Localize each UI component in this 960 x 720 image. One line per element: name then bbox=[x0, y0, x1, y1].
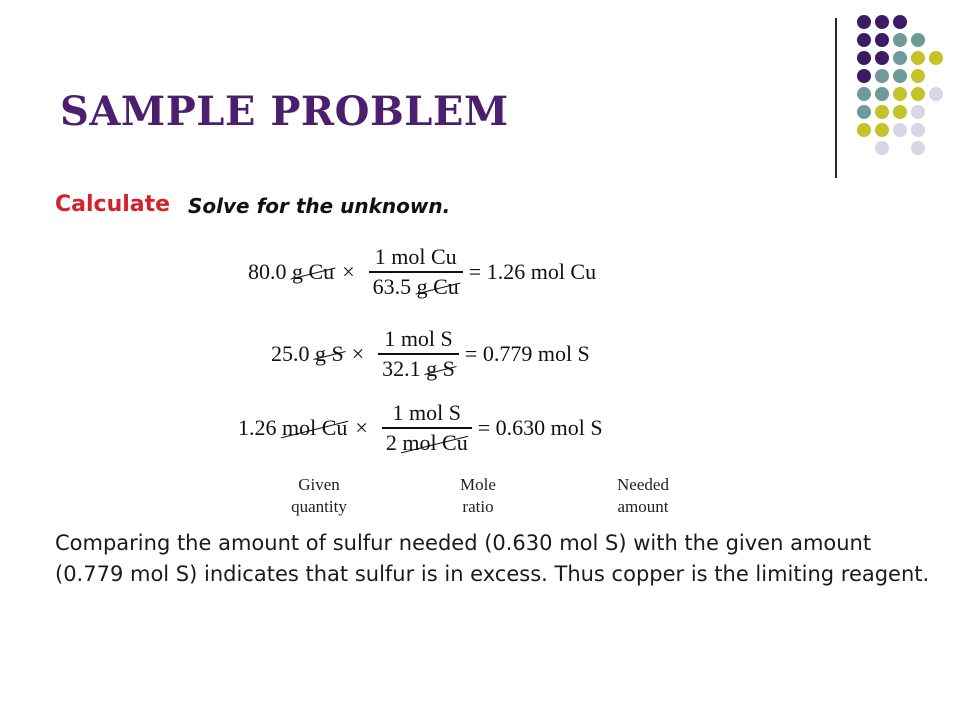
label-line: amount bbox=[617, 497, 669, 516]
label-line: ratio bbox=[462, 497, 494, 516]
times-symbol: × bbox=[342, 259, 355, 284]
denominator-value: 63.5 bbox=[372, 274, 412, 299]
cancelled-unit: mol Cu bbox=[402, 430, 468, 455]
equation-result: = 0.630 mol S bbox=[477, 415, 603, 440]
decorative-dot bbox=[857, 69, 871, 83]
decorative-dot bbox=[893, 87, 907, 101]
denominator-value: 2 bbox=[385, 430, 397, 455]
fraction-numerator: 1 mol S bbox=[384, 326, 453, 351]
decorative-dot bbox=[875, 15, 889, 29]
decorative-dot bbox=[893, 33, 907, 47]
cancelled-unit: g Cu bbox=[416, 274, 459, 299]
equation-result: = 1.26 mol Cu bbox=[468, 259, 597, 284]
calculate-instruction: Solve for the unknown. bbox=[188, 194, 451, 218]
times-symbol: × bbox=[351, 341, 365, 366]
times-symbol: × bbox=[355, 415, 368, 440]
fraction-denominator bbox=[382, 427, 472, 456]
equation-3 bbox=[238, 400, 603, 456]
decorative-dot bbox=[911, 87, 925, 101]
slide-title: SAMPLE PROBLEM bbox=[60, 88, 509, 135]
equation-1 bbox=[248, 244, 596, 300]
label-line: quantity bbox=[291, 497, 347, 516]
decorative-dot bbox=[911, 141, 925, 155]
decorative-dot bbox=[875, 105, 889, 119]
decorative-dot bbox=[929, 51, 943, 65]
label-line: Mole bbox=[460, 475, 496, 494]
conversion-fraction bbox=[369, 244, 463, 300]
calculate-heading: Calculate bbox=[55, 192, 171, 217]
decorative-dot bbox=[857, 15, 871, 29]
label-line: Given bbox=[298, 475, 340, 494]
decorative-dot bbox=[911, 33, 925, 47]
label-given-quantity bbox=[254, 474, 384, 518]
cancelled-unit: g S bbox=[315, 341, 344, 366]
decorative-vertical-line bbox=[835, 18, 837, 178]
decorative-dot bbox=[911, 69, 925, 83]
fraction-numerator: 1 mol Cu bbox=[374, 244, 457, 269]
decorative-dot bbox=[857, 105, 871, 119]
decorative-dot bbox=[857, 123, 871, 137]
fraction-denominator bbox=[378, 353, 459, 382]
conclusion-paragraph: Comparing the amount of sulfur needed (0.630 mol S) with the given amount (0.779 mol S) indicates that sulfur is in excess. Thus copper is the limiting reagent. bbox=[55, 531, 930, 586]
label-mole-ratio bbox=[413, 474, 543, 518]
conversion-fraction bbox=[382, 400, 472, 456]
conversion-fraction bbox=[378, 326, 459, 382]
given-value: 80.0 bbox=[248, 259, 287, 284]
decorative-dot bbox=[875, 33, 889, 47]
decorative-dot bbox=[893, 105, 907, 119]
decorative-dot bbox=[875, 69, 889, 83]
cancelled-unit: g S bbox=[426, 356, 455, 381]
decorative-dot bbox=[875, 141, 889, 155]
decorative-dot bbox=[911, 51, 925, 65]
given-value: 1.26 bbox=[238, 415, 277, 440]
denominator-value: 32.1 bbox=[382, 356, 421, 381]
cancelled-unit: mol Cu bbox=[282, 415, 348, 440]
decorative-dot bbox=[875, 87, 889, 101]
decorative-dot bbox=[893, 15, 907, 29]
decorative-dot bbox=[857, 51, 871, 65]
decorative-dot bbox=[911, 123, 925, 137]
decorative-dot bbox=[893, 51, 907, 65]
decorative-dot bbox=[857, 33, 871, 47]
fraction-numerator: 1 mol S bbox=[392, 400, 462, 425]
decorative-dot bbox=[893, 123, 907, 137]
equation-2 bbox=[271, 326, 590, 382]
decorative-dot bbox=[875, 123, 889, 137]
given-value: 25.0 bbox=[271, 341, 310, 366]
equation-result: = 0.779 mol S bbox=[464, 341, 590, 366]
cancelled-unit: g Cu bbox=[292, 259, 335, 284]
decorative-dot bbox=[911, 105, 925, 119]
decorative-dot bbox=[857, 87, 871, 101]
label-line: Needed bbox=[617, 475, 669, 494]
label-needed-amount bbox=[578, 474, 708, 518]
fraction-denominator bbox=[369, 271, 463, 300]
decorative-dot bbox=[875, 51, 889, 65]
decorative-dot bbox=[929, 87, 943, 101]
decorative-dot bbox=[893, 69, 907, 83]
